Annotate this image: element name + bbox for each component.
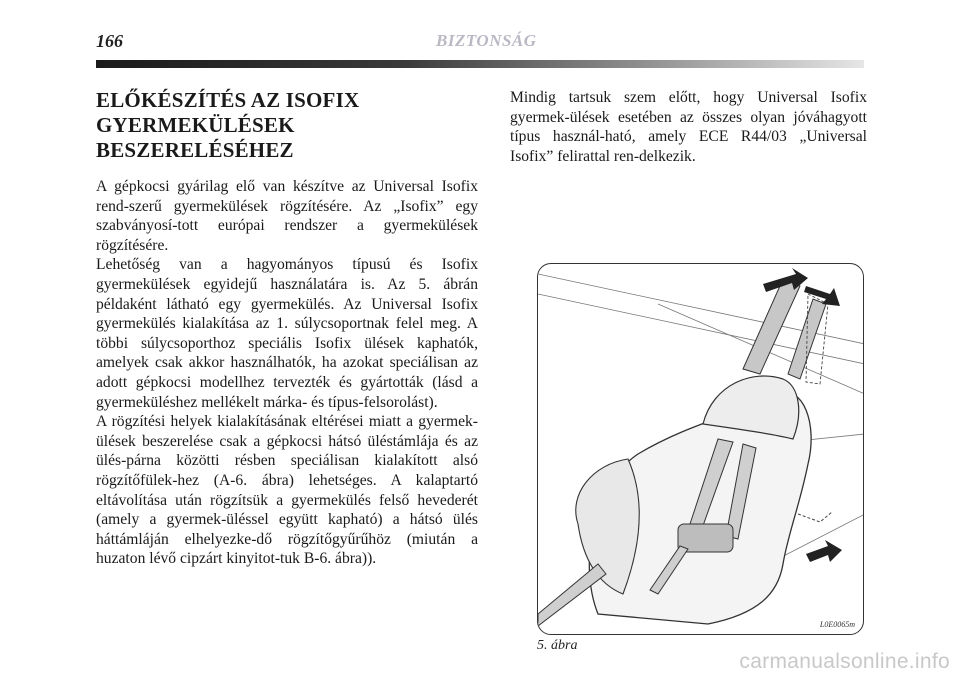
body-paragraph: A rögzítési helyek kialakításának eltérései miatt a gyermek-ülések beszerelése csak a gépkocsi hátsó üléstámlája és az ülés-párna közötti résben speciálisan kialakított alsó rögzítőfülek-hez (A-6. ábra) lehetséges. A kalaptartó eltávolítása után rögzítsük a gyermekülés felső hevederét (amely a gyermek-üléssel együtt kapható) a hátsó ülés háttámláján elhelyezke-dő rögzítőgyűrűhöz (miután a huzaton lévő cipzárt kinyitot-tuk B-6. ábra)). <box>96 413 478 568</box>
body-paragraph: Lehetőség van a hagyományos típusú és Isofix gyermekülések egyidejű használatára is. Az 5. ábrán példaként látható egy gyermekülés. Az Universal Isofix gyermekülés kialakítása az 1. súlycsoportnak felel meg. A többi súlycsoporthoz speciális Isofix ülések kaphatók, amelyek csak akkor használhatók, ha azokat speciálisan az adott gépkocsi modellhez tervezték és gyártották (lásd a gyermeküléshez mellékelt márka- és típus-felsorolást). <box>96 256 478 411</box>
heading-line: ELŐKÉSZÍTÉS AZ ISOFIX <box>96 88 360 112</box>
heading-line: GYERMEKÜLÉSEK <box>96 113 295 137</box>
heading-line: BESZERELÉSÉHEZ <box>96 138 294 162</box>
watermark: carmanualsonline.info <box>739 650 950 673</box>
right-column <box>510 88 867 166</box>
figure-frame <box>537 263 864 635</box>
page-number: 166 <box>96 31 123 51</box>
figure-caption: 5. ábra <box>537 638 578 653</box>
section-title: BIZTONSÁG <box>436 31 537 50</box>
body-paragraph: A gépkocsi gyárilag elő van készítve az Universal Isofix rend-szerű gyermekülések rögzítésére. Az „Isofix” egy szabványosí-tott európai rendszer a gyermekülések rögzítésére. <box>96 178 478 254</box>
note-paragraph: Mindig tartsuk szem előtt, hogy Universal Isofix gyermek-ülések esetében az összes olyan jóváhagyott típus használ-ható, amely ECE R44/03 „Universal Isofix” felirattal ren-delkezik. <box>510 89 867 165</box>
header-rule <box>96 60 864 68</box>
figure-code: L0E0065m <box>819 620 855 629</box>
section-heading <box>96 88 478 163</box>
child-seat-illustration <box>538 264 864 635</box>
left-column <box>96 88 478 569</box>
